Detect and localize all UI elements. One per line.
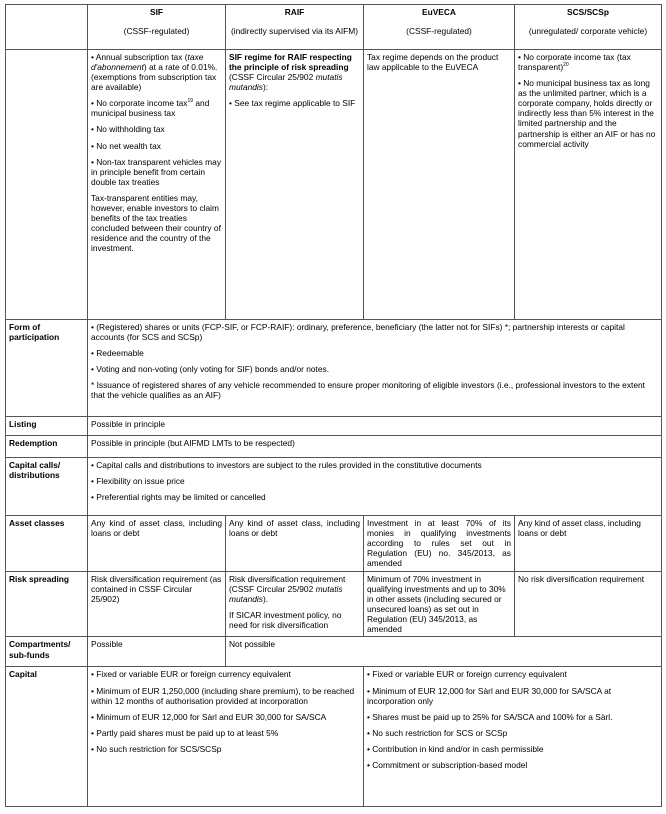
listing-row — [6, 417, 662, 436]
asset-classes-sif: Any kind of asset class, including loans or debt — [88, 516, 226, 572]
capital-right-p4: • No such restriction for SCS or SCSp — [367, 727, 508, 738]
capital-calls-p3: • Preferential rights may be limited or cancelled — [91, 492, 266, 503]
capital-right — [364, 667, 662, 807]
capital-left-p1: • Fixed or variable EUR or foreign currency equivalent — [91, 669, 291, 680]
risk-row — [6, 572, 662, 637]
tax-sif-p2: • No corporate income tax$^{19}$ and municipal business tax — [91, 98, 210, 119]
header-empty — [6, 5, 88, 50]
capital-calls-p1: • Capital calls and distributions to investors are subject to the rules provided in the constitutive documents — [91, 460, 482, 470]
form-cell — [88, 320, 662, 417]
asset-classes-row — [6, 516, 662, 572]
tax-sif-p4: • No net wealth tax — [91, 140, 161, 151]
risk-raif — [226, 572, 364, 637]
form-p3: • Voting and non-voting (only voting for SIF) bonds and/or notes. — [91, 364, 330, 375]
tax-row — [6, 50, 662, 320]
tax-scs-p1: • No corporate income tax (tax transparent)$^{20}$ — [518, 52, 631, 73]
tax-euveca-p1: Tax regime depends on the product law applicable to the EuVECA — [367, 52, 499, 73]
form-row — [6, 320, 662, 417]
risk-raif-p2: If SICAR investment policy, no need for risk diversification — [229, 610, 342, 631]
redemption-label: Redemption — [6, 436, 88, 458]
tax-sif-p6: Tax-transparent entities may, however, enable investors to claim benefits of the tax treaties concluded between their country of residence and the country of the investment. — [91, 192, 221, 254]
tax-label-cell — [6, 50, 88, 320]
capital-left-p5: • No such restriction for SCS/SCSp — [91, 743, 222, 754]
header-raif — [226, 5, 364, 50]
header-row — [6, 5, 662, 50]
header-scs-sub: (unregulated/ corporate vehicle) — [528, 26, 648, 37]
form-p1: • (Registered) shares or units (FCP-SIF, or FCP-RAIF): ordinary, preference, beneficiary (the latter not for SIFs) *; partnership interests or capital accounts (for SCS and SCSp) — [91, 322, 625, 343]
redemption-row — [6, 436, 662, 458]
listing-cell: Possible in principle — [88, 417, 662, 436]
tax-scs-p2: • No municipal business tax as long as the unlimited partner, which is a corporate company, holds directly or indirectly less than 5% interest in the limited partnership and the partnership is either an AIF or has no commercial activity — [518, 78, 656, 149]
tax-raif-p1: SIF regime for RAIF respecting the principle of risk spreading (CSSF Circular 25/902 mutatis mutandis): — [229, 52, 352, 93]
redemption-cell: Possible in principle (but AIFMD LMTs to be respected) — [88, 436, 662, 458]
asset-classes-raif: Any kind of asset class, including loans or debt — [226, 516, 364, 572]
header-euveca — [364, 5, 515, 50]
capital-row — [6, 667, 662, 807]
capital-right-p1: • Fixed or variable EUR or foreign currency equivalent — [367, 669, 567, 680]
tax-sif-p1: • Annual subscription tax (taxe d'abonnement) at a rate of 0.01%. (exemptions from subscription tax are available) — [91, 52, 218, 93]
asset-classes-scs: Any kind of asset class, including loans or debt — [515, 516, 662, 572]
asset-classes-euveca: Investment in at least 70% of its monies in qualifying investments according to rules set out in Regulation (EU) no. 345/2013, as amended — [364, 516, 515, 572]
tax-scs-cell — [515, 50, 662, 320]
capital-right-p6: • Commitment or subscription-based model — [367, 759, 528, 770]
footnote-19: 19 — [187, 98, 194, 105]
tax-raif-p2: • See tax regime applicable to SIF — [229, 98, 356, 109]
compartments-others: Not possible — [226, 637, 662, 667]
header-euveca-sub: (CSSF-regulated) — [406, 26, 472, 37]
capital-calls-cell — [88, 458, 662, 516]
form-p4: * Issuance of registered shares of any vehicle recommended to ensure proper monitoring of eligible investors (i.e., professional investors to the extent that the vehicle qualifies as an AIF) — [91, 380, 645, 401]
header-sif-sub: (CSSF-regulated) — [123, 26, 190, 37]
fund-comparison-table — [5, 4, 662, 807]
listing-label: Listing — [6, 417, 88, 436]
tax-sif-cell — [88, 50, 226, 320]
header-scs — [515, 5, 662, 50]
footnote-20: 20 — [563, 62, 569, 69]
capital-calls-row — [6, 458, 662, 516]
capital-left-p2: • Minimum of EUR 1,250,000 (including share premium), to be reached within 12 months of authorisation provided at incorporation — [91, 685, 355, 706]
capital-calls-p2: • Flexibility on issue price — [91, 476, 185, 487]
tax-euveca-cell — [364, 50, 515, 320]
risk-label: Risk spreading — [6, 572, 88, 637]
header-raif-title: RAIF — [284, 7, 305, 17]
tax-raif-cell — [226, 50, 364, 320]
capital-left-p4: • Partly paid shares must be paid up to at least 5% — [91, 727, 279, 738]
header-sif-title: SIF — [149, 7, 164, 17]
form-p2: • Redeemable — [91, 348, 144, 359]
asset-classes-label: Asset classes — [6, 516, 88, 572]
header-euveca-title: EuVECA — [422, 7, 456, 17]
capital-label: Capital — [6, 667, 88, 807]
form-label: Form of participation — [6, 320, 88, 417]
tax-sif-p3: • No withholding tax — [91, 124, 165, 135]
compartments-row — [6, 637, 662, 667]
capital-left-p3: • Minimum of EUR 12,000 for Sàrl and EUR 30,000 for SA/SCA — [91, 711, 327, 722]
header-scs-title: SCS/SCSp — [567, 7, 609, 17]
risk-scs: No risk diversification requirement — [515, 572, 662, 637]
header-raif-sub: (indirectly supervised via its AIFM) — [230, 26, 359, 37]
capital-right-p5: • Contribution in kind and/or in cash permissible — [367, 743, 544, 754]
capital-calls-label: Capital calls/ distributions — [6, 458, 88, 516]
risk-euveca: Minimum of 70% investment in qualifying investments and up to 30% in other assets (including secured or unsecured loans) as set out in Regulation (EU) 345/2013, as amended — [364, 572, 515, 637]
capital-right-p3: • Shares must be paid up to 25% for SA/SCA and 100% for a Sàrl. — [367, 711, 613, 722]
compartments-label: Compartments/ sub-funds — [6, 637, 88, 667]
risk-sif: Risk diversification requirement (as contained in CSSF Circular 25/902) — [88, 572, 226, 637]
risk-raif-p1: Risk diversification requirement (CSSF Circular 25/902 mutatis mutandis). — [229, 574, 346, 605]
capital-right-p2: • Minimum of EUR 12,000 for Sàrl and EUR 30,000 for SA/SCA at incorporation only — [367, 685, 612, 706]
compartments-sif: Possible — [88, 637, 226, 667]
capital-left — [88, 667, 364, 807]
header-sif — [88, 5, 226, 50]
tax-sif-p5: • Non-tax transparent vehicles may in principle benefit from certain double tax treaties — [91, 156, 222, 187]
